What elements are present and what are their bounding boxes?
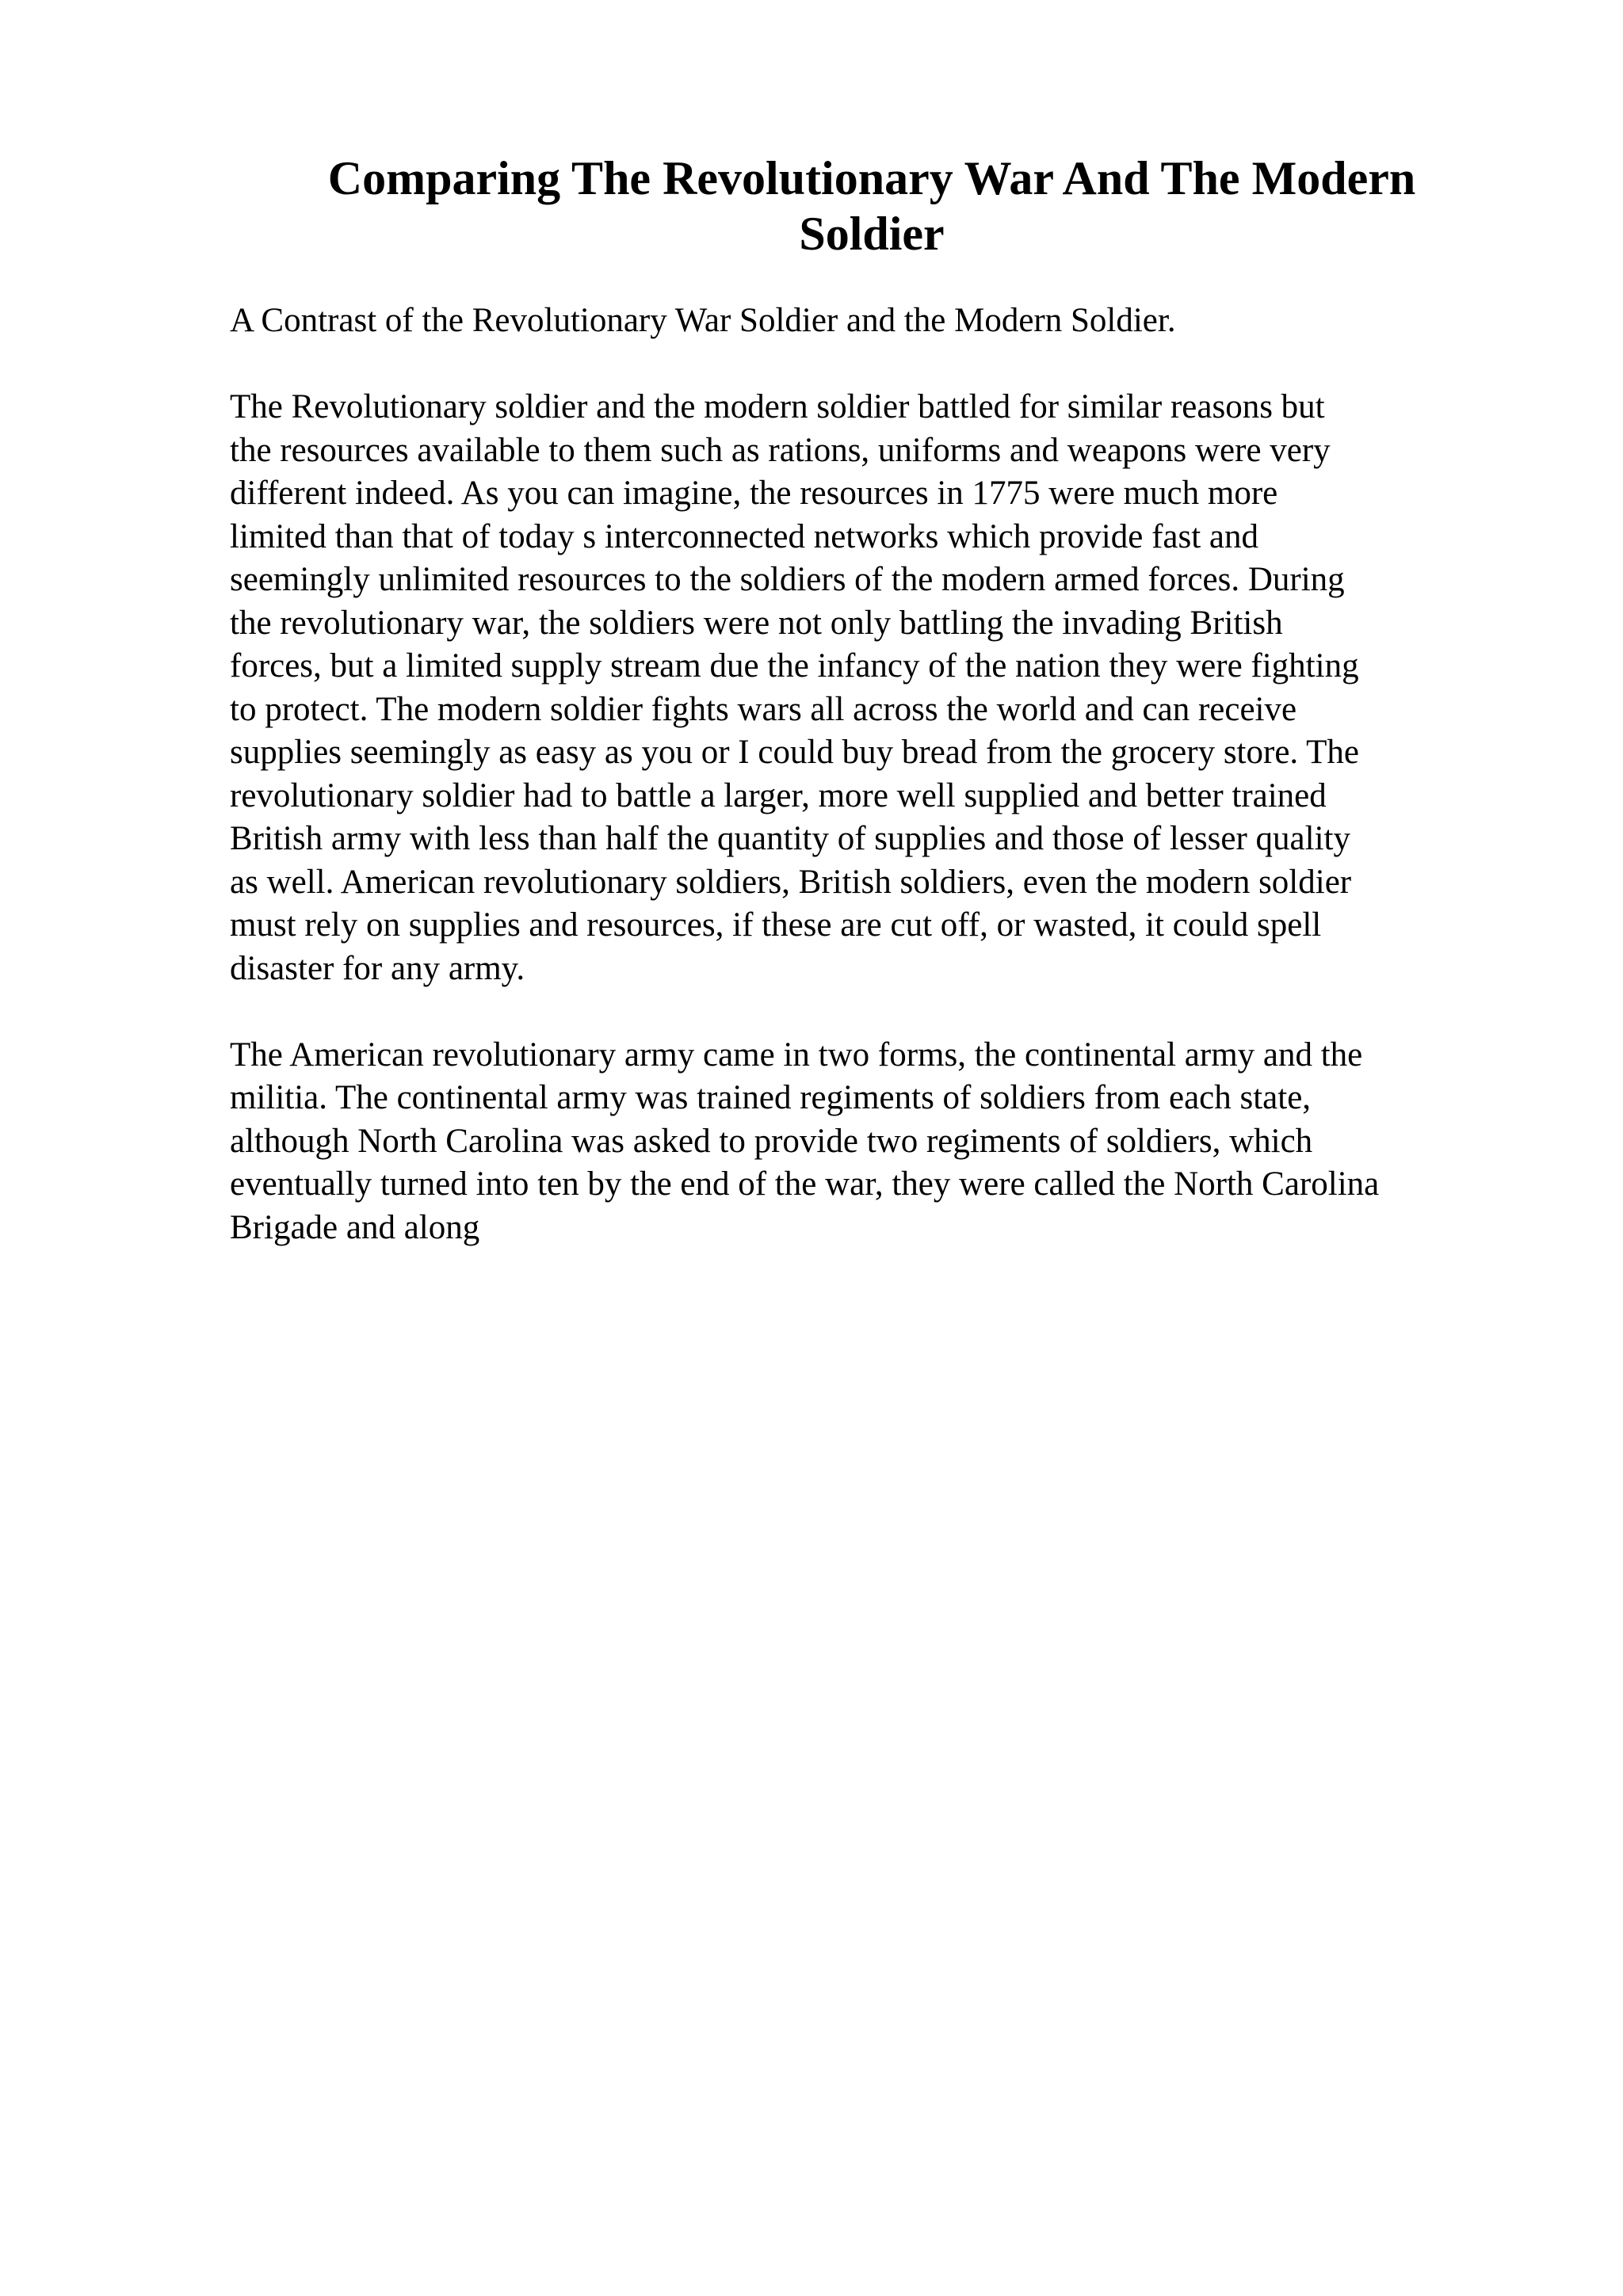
paragraph-line: The Revolutionary soldier and the modern soldier battled for similar reasons but bbox=[230, 388, 1325, 425]
paragraph-line: eventually turned into ten by the end of the war, they were called the North Carolina bbox=[230, 1165, 1380, 1203]
title-line: Soldier bbox=[799, 208, 945, 260]
paragraph-line: although North Carolina was asked to provide two regiments of soldiers, which bbox=[230, 1122, 1313, 1160]
paragraph-1 bbox=[230, 386, 1490, 990]
paragraph-line: revolutionary soldier had to battle a larger, more well supplied and better trained bbox=[230, 776, 1327, 814]
paragraph-line: forces, but a limited supply stream due the infancy of the nation they were fighting bbox=[230, 647, 1359, 685]
paragraph-line: must rely on supplies and resources, if these are cut off, or wasted, it could spell bbox=[230, 906, 1322, 944]
paragraph-line: the resources available to them such as rations, uniforms and weapons were very bbox=[230, 431, 1331, 469]
paragraph-line: British army with less than half the quantity of supplies and those of lesser quality bbox=[230, 820, 1350, 857]
paragraph-line: The American revolutionary army came in two forms, the continental army and the bbox=[230, 1035, 1363, 1074]
paragraph-line: Brigade and along bbox=[230, 1208, 480, 1246]
paragraph-line: as well. American revolutionary soldiers, British soldiers, even the modern soldier bbox=[230, 863, 1352, 901]
paragraph-line: militia. The continental army was trained regiments of soldiers from each state, bbox=[230, 1079, 1312, 1116]
document-body bbox=[230, 299, 1490, 1293]
paragraph-line: the revolutionary war, the soldiers were not only battling the invading British bbox=[230, 604, 1283, 642]
paragraph-line: disaster for any army. bbox=[230, 949, 525, 987]
paragraph-line: limited than that of today s interconnected networks which provide fast and bbox=[230, 517, 1258, 555]
paragraph-line: supplies seemingly as easy as you or I could buy bread from the grocery store. The bbox=[230, 734, 1359, 771]
paragraph-line: to protect. The modern soldier fights wars all across the world and can receive bbox=[230, 690, 1297, 728]
paragraph-2 bbox=[230, 1034, 1490, 1250]
paragraph-line: seemingly unlimited resources to the soldiers of the modern armed forces. During bbox=[230, 561, 1345, 598]
intro-line: A Contrast of the Revolutionary War Soldier and the Modern Soldier. bbox=[230, 302, 1176, 339]
title-line: Comparing The Revolutionary War And The Modern bbox=[327, 152, 1416, 204]
page-title bbox=[230, 151, 1514, 261]
paragraph-line: different indeed. As you can imagine, the resources in 1775 were much more bbox=[230, 475, 1278, 512]
